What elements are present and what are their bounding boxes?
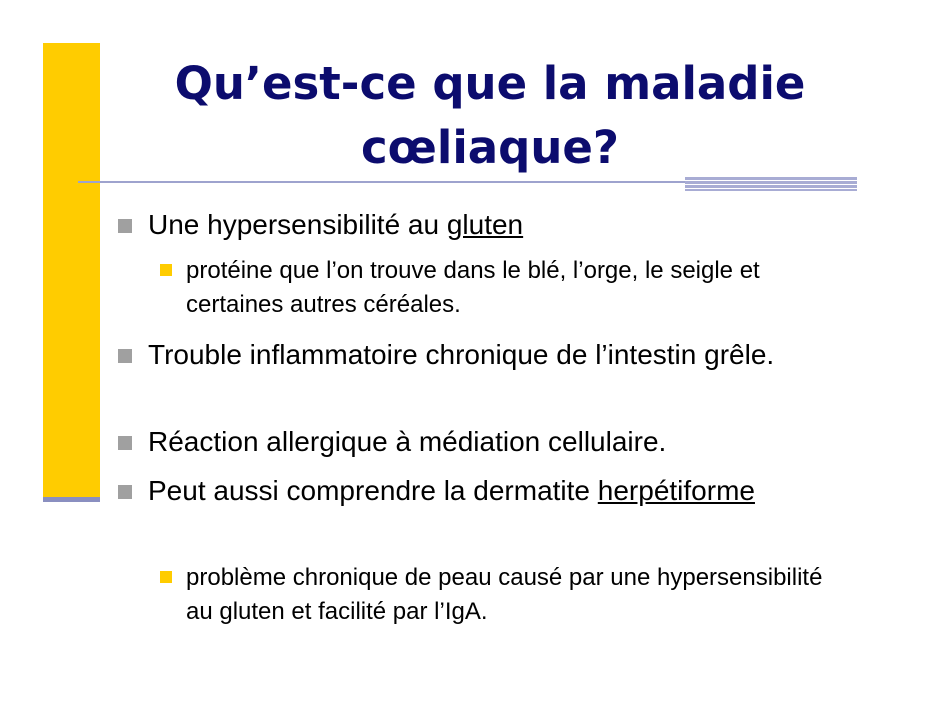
bullet-allergic-reaction — [118, 423, 828, 461]
bullet-text: Peut aussi comprendre la dermatite — [148, 475, 598, 506]
bullet-text: Une hypersensibilité au — [148, 209, 447, 240]
square-bullet-icon — [160, 571, 172, 583]
bullet-text: Réaction allergique à médiation cellulaire. — [148, 426, 667, 457]
square-bullet-icon — [118, 436, 132, 450]
sub-bullet-text: protéine que l’on trouve dans le blé, l’orge, le seigle et certaines autres céréales. — [186, 257, 760, 318]
square-bullet-icon — [118, 349, 132, 363]
bullet-hypersensitivity — [118, 206, 828, 244]
sub-bullet-skin-problem — [160, 561, 826, 629]
gluten-term: gluten — [446, 209, 524, 240]
sub-bullet-gluten-definition — [160, 254, 826, 322]
square-bullet-icon — [160, 264, 172, 276]
square-bullet-icon — [118, 219, 132, 233]
bullet-inflammatory-disorder — [118, 336, 828, 374]
slide-title: Qu’est-ce que la maladie cœliaque? — [174, 57, 806, 174]
square-bullet-icon — [118, 485, 132, 499]
bullet-dermatitis — [118, 472, 828, 510]
sub-bullet-text: problème chronique de peau causé par une hypersensibilité au gluten et facilité par l’IgA. — [186, 564, 823, 625]
bullet-text: Trouble inflammatoire chronique de l’intestin grêle. — [148, 339, 775, 370]
herpetiformis-term: herpétiforme — [597, 475, 755, 506]
